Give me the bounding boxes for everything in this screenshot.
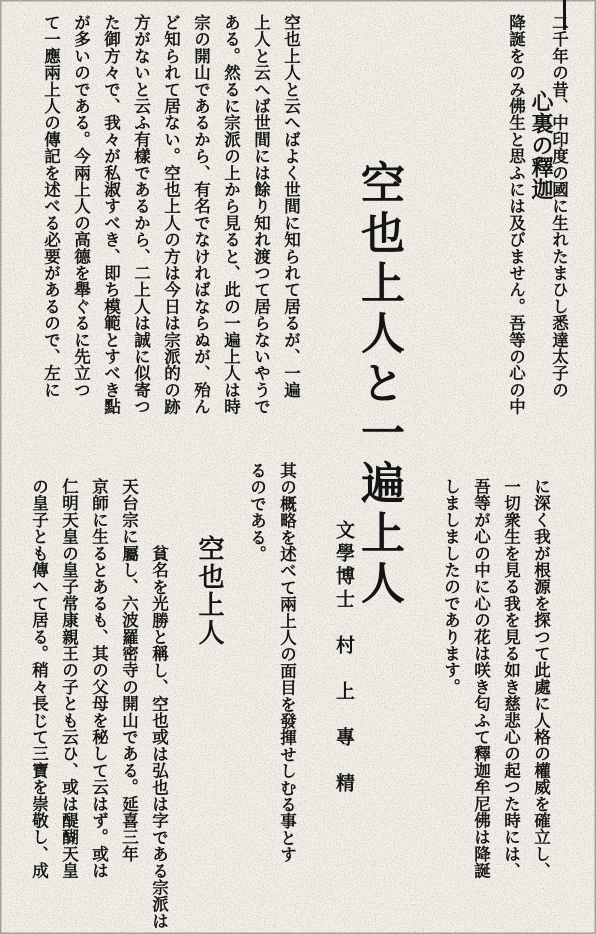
text-column: 貧名を光勝と稱し、空也或は弘也は字である宗派は [149,545,169,930]
text-column: の皇子とも傳へて居る。稍々長じて三寶を崇敬し、成 [29,478,49,879]
text-column: 方がないと云ふ有樣であるから、二上人は誠に似寄つ [131,14,151,415]
text-column: 降誕をのみ佛生と思ふには及びません。吾等の心の中 [506,14,526,415]
text-column: た御方々で、我々が私淑すべき、即ち模範とすべき點 [101,14,121,415]
text-column: 仁明天皇の皇子常康親王の子とも云ひ、或は醍醐天皇 [59,478,79,879]
text-column: て一應兩上人の傳記を述べる必要があるので、左に [41,14,61,399]
text-column: 空也上人と云へばよく世間に知られて居るが、一遍 [281,14,301,399]
text-column: 其の概略を述べて兩上人の面目を發揮せしむる事とす [277,462,297,863]
text-column: るのである。 [247,462,267,563]
text-column: ど知られて居ない。空也上人の方は今日は宗派的の跡 [161,14,181,415]
article-title: 空也上人と一遍上人 [353,160,404,610]
text-column: 上人と云へば世間には餘り知れ渡つて居らないやうで [251,14,271,415]
text-column: 宗の開山であるから、有名でなければならぬが、殆ん [191,14,211,415]
text-column: ある。然るに宗派の上から見ると、此の一遍上人は時 [221,14,241,415]
text-column: 二千年の昔、中印度の國に生れたまひし悉達太子の [549,14,569,399]
text-column: 京師に生るとあるも、其の父母を秘して云はず。或は [89,478,109,879]
text-column: に深く我が根源を探つて此處に人格の權威を確立し、 [531,478,551,879]
text-column: 吾等が心の中に心の花は咲き匂ふて釋迦牟尼佛は降誕 [471,478,491,879]
section-heading: 心裏の釋迦 [528,90,554,200]
text-column: が多いのである。今兩上人の高德を舉ぐるに先立つ [71,14,91,399]
text-column: しましましたのであります。 [441,478,461,696]
section-subheading: 空也上人 [194,535,224,647]
text-column: 天台宗に屬し、六波羅密寺の開山である。延喜三年 [119,478,139,863]
author-byline: 文學博士 村 上 專 精 [333,520,355,796]
text-column: 一切衆生を見る我を見る如き慈悲心の起つた時には、 [501,478,521,879]
